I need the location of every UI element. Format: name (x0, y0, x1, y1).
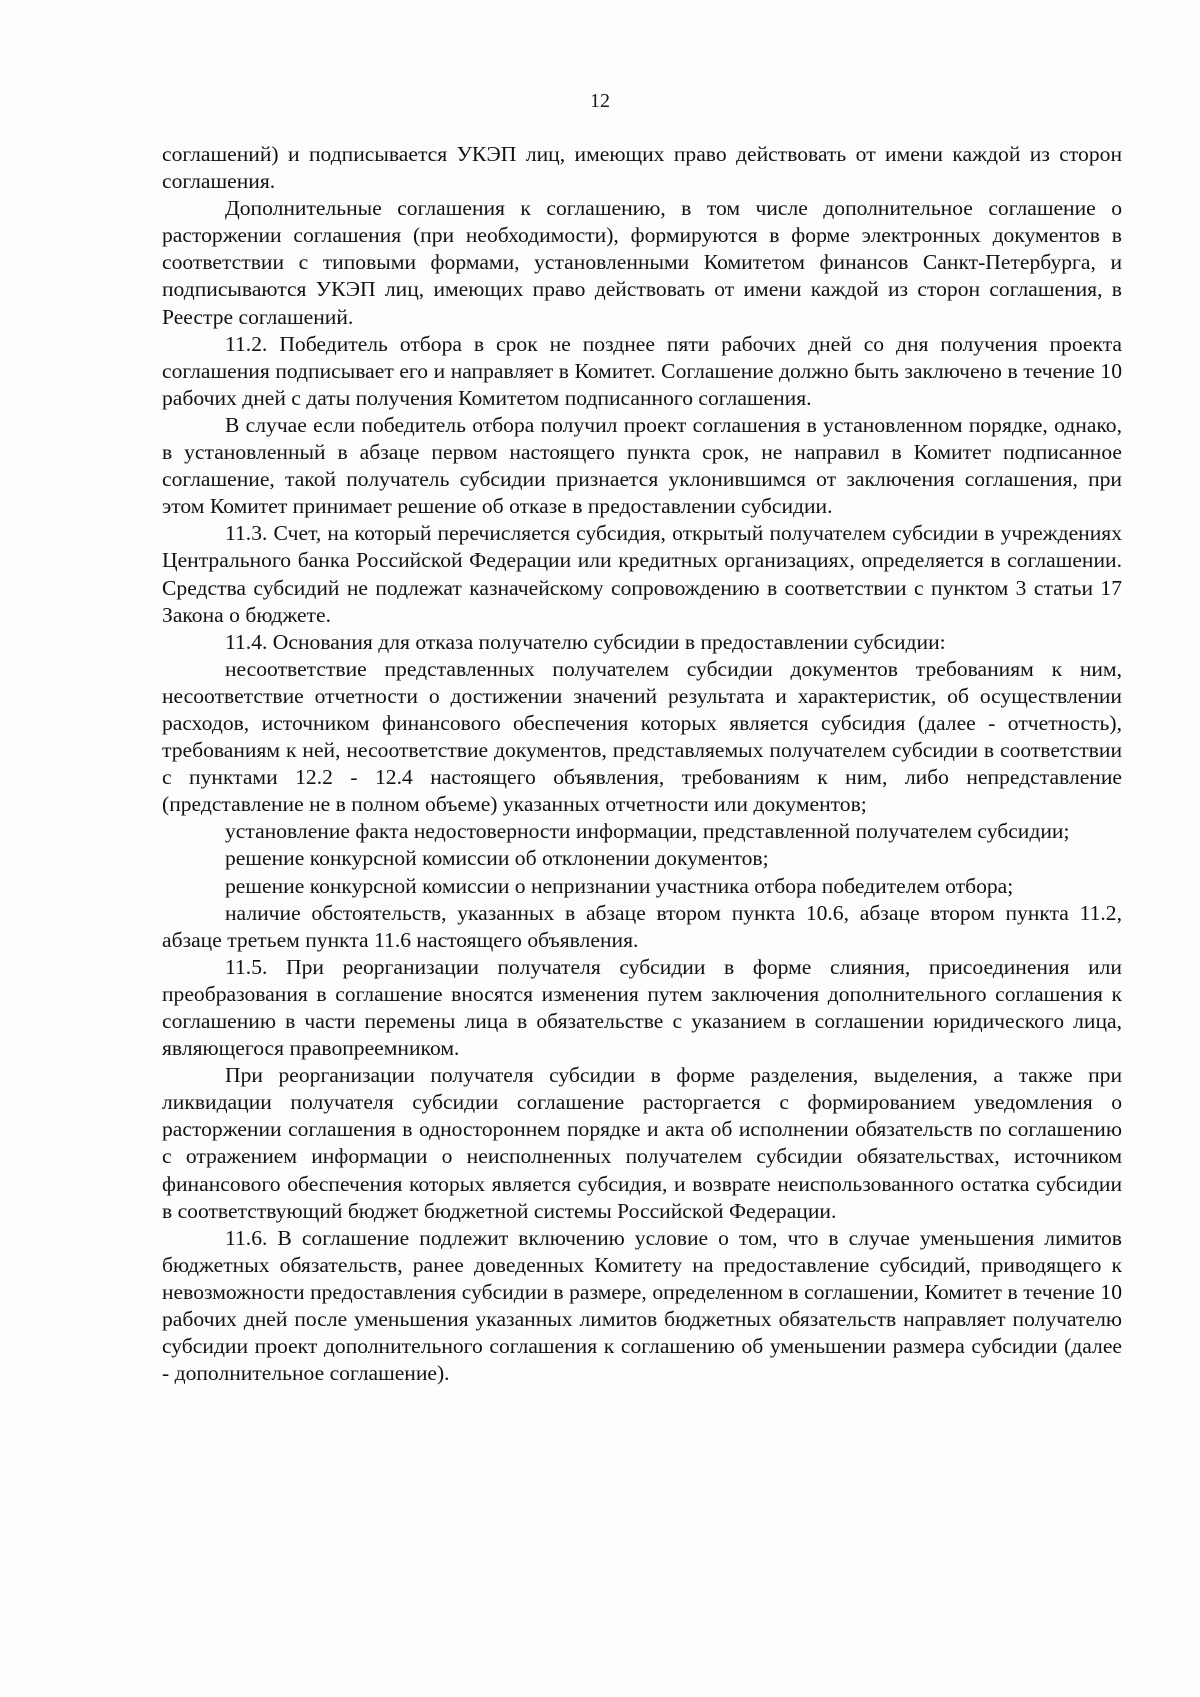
paragraph: соглашений) и подписывается УКЭП лиц, имеющих право действовать от имени каждой из сторон соглашения. (162, 142, 1122, 194)
paragraph: При реорганизации получателя субсидии в форме разделения, выделения, а также при ликвидации получателя субсидии соглашение расторгается с формированием уведомления о расторжении соглашения в одностороннем порядке и акта об исполнении обязательств по соглашению с отражением информации о неисполненных получателем субсидии обязательствах, источником финансового обеспечения которых является субсидия, и возврате неиспользованного остатка субсидии в соответствующий бюджет бюджетной системы Российской Федерации. (162, 1063, 1122, 1223)
paragraph: решение конкурсной комиссии об отклонении документов; (225, 846, 769, 871)
paragraph: 11.2. Победитель отбора в срок не позднее пяти рабочих дней со дня получения проекта соглашения подписывает его и направляет в Комитет. Соглашение должно быть заключено в течение 10 рабочих дней с даты получения Комитетом подписанного соглашения. (162, 331, 1122, 410)
page-number: 12 (590, 90, 610, 112)
paragraph: установление факта недостоверности информации, представленной получателем субсидии; (225, 819, 1070, 844)
paragraph: наличие обстоятельств, указанных в абзаце втором пункта 10.6, абзаце втором пункта 11.2, абзаце третьем пункта 11.6 настоящего объявления. (162, 900, 1122, 952)
paragraph: 11.3. Счет, на который перечисляется субсидия, открытый получателем субсидии в учреждениях Центрального банка Российской Федерации или кредитных организациях, определяется в соглашении. Средства субсидий не подлежат казначейскому сопровождению в соответствии с пунктом 3 статьи 17 Закона о бюджете. (162, 521, 1122, 627)
paragraph: несоответствие представленных получателем субсидии документов требованиям к ним, несоответствие отчетности о достижении значений результата и характеристик, об осуществлении расходов, источником финансового обеспечения которых является субсидия (далее - отчетность), требованиям к ней, несоответствие документов, представляемых получателем субсидии в соответствии с пунктами 12.2 - 12.4 настоящего объявления, требованиям к ним, либо непредставление (представление не в полном объеме) указанных отчетности или документов; (162, 656, 1122, 817)
paragraph: Дополнительные соглашения к соглашению, в том числе дополнительное соглашение о расторжении соглашения (при необходимости), формируются в форме электронных документов в соответствии с типовыми формами, установленными Комитетом финансов Санкт-Петербурга, и подписываются УКЭП лиц, имеющих право действовать от имени каждой из сторон соглашения, в Реестре соглашений. (162, 196, 1122, 329)
paragraph: 11.6. В соглашение подлежит включению условие о том, что в случае уменьшения лимитов бюджетных обязательств, ранее доведенных Комитету на предоставление субсидий, приводящего к невозможности предоставления субсидии в размере, определенном в соглашении, Комитет в течение 10 рабочих дней после уменьшения указанных лимитов бюджетных обязательств направляет получателю субсидии проект дополнительного соглашения к соглашению об уменьшении размера субсидии (далее - дополнительное соглашение). (162, 1225, 1122, 1386)
paragraph: 11.4. Основания для отказа получателю субсидии в предоставлении субсидии: (225, 629, 946, 654)
paragraph: решение конкурсной комиссии о непризнании участника отбора победителем отбора; (225, 873, 1014, 898)
document-body (162, 141, 1122, 1387)
paragraph: В случае если победитель отбора получил проект соглашения в установленном порядке, однако, в установленный в абзаце первом настоящего пункта срок, не направил в Комитет подписанное соглашение, такой получатель субсидии признается уклонившимся от заключения соглашения, при этом Комитет принимает решение об отказе в предоставлении субсидии. (162, 412, 1122, 519)
paragraph: 11.5. При реорганизации получателя субсидии в форме слияния, присоединения или преобразования в соглашение вносятся изменения путем заключения дополнительного соглашения к соглашению в части перемены лица в обязательстве с указанием в соглашении юридического лица, являющегося правопреемником. (162, 954, 1122, 1061)
